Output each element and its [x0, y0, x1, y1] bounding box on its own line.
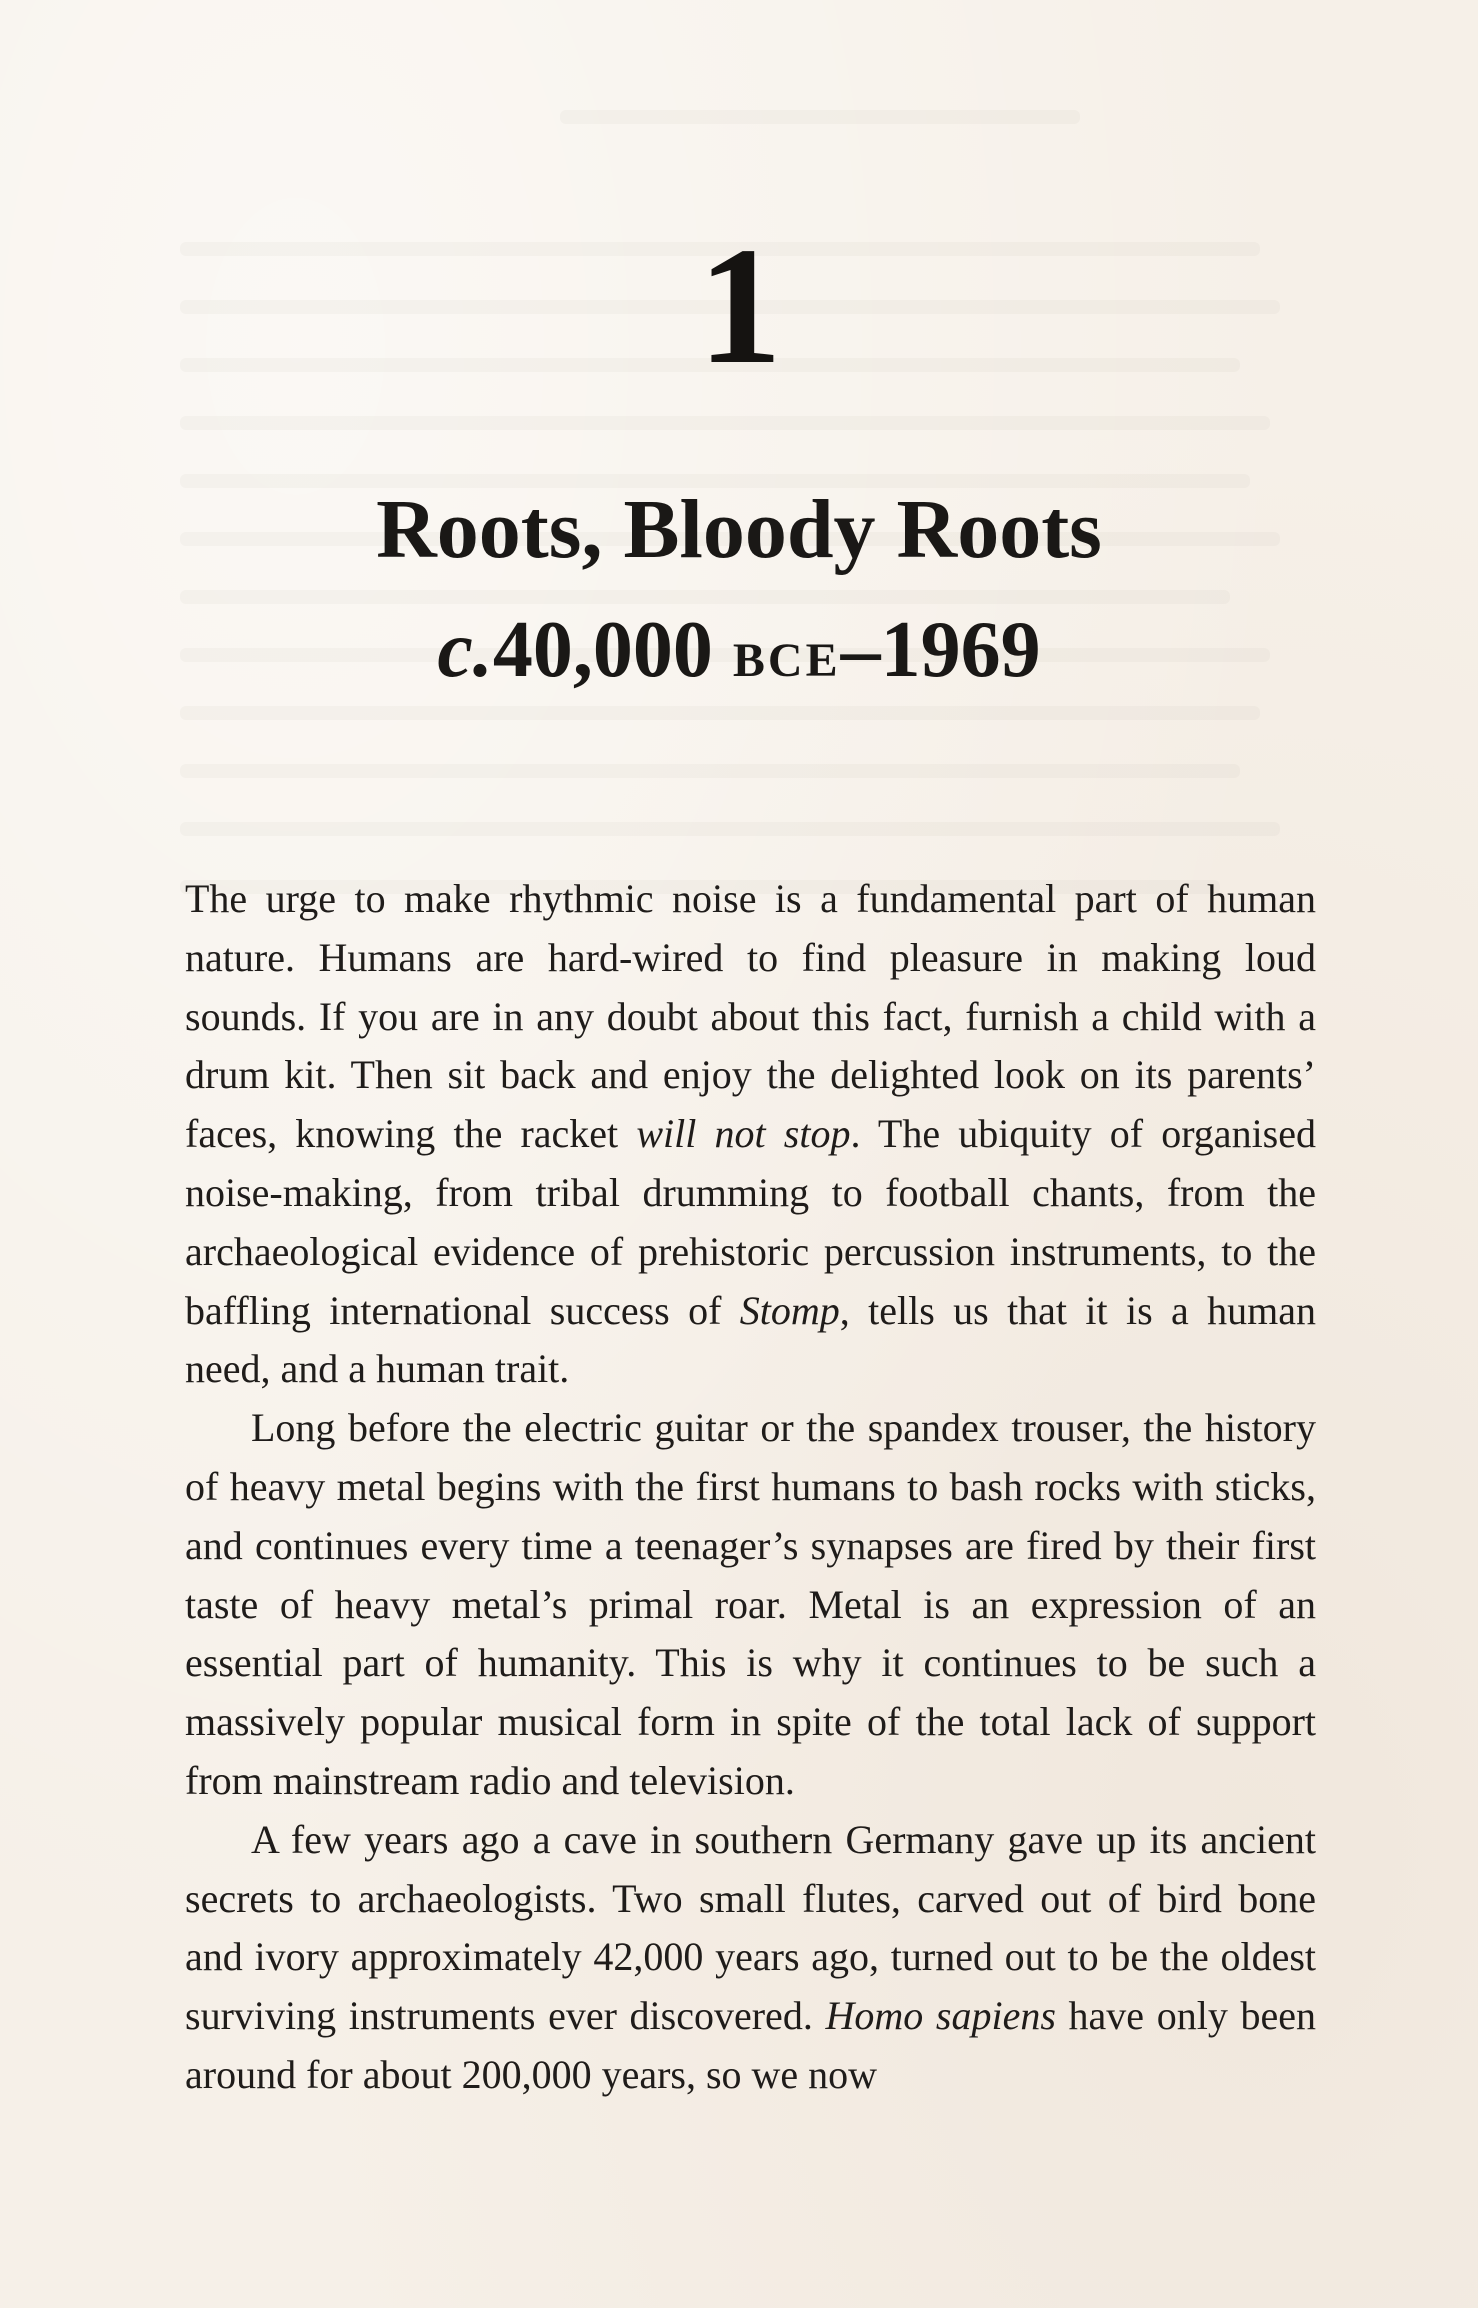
date-start: 40,000: [492, 606, 713, 694]
chapter-title: Roots, Bloody Roots: [376, 483, 1102, 576]
paragraph-text: , tells us that it is a human need, and a human trait.: [185, 1287, 1317, 1392]
paragraph-text: have only been around for about 200,000 years, so we now: [185, 1993, 1316, 2097]
paragraph-text: A few years ago a cave in southern Germany gave up its ancient secrets to archaeologists. Two small flutes, carved out of bird bone and ivory approximately 42,000 years ago, turned out to be the oldest surviving instruments ever discovered.: [185, 1816, 1316, 2039]
chapter-body: [185, 870, 1316, 2105]
date-separator: –: [840, 606, 881, 694]
date-era: bce: [732, 615, 841, 691]
emphasis-text: will not stop: [636, 1111, 851, 1157]
paragraph-text: Long before the electric guitar or the spandex trouser, the history of heavy metal begins with the first humans to bash rocks with sticks, and continues every time a teenager’s synapses are fired by their first taste of heavy metal’s primal roar. Metal is an expression of an essential part of humanity. This is why it continues to be such a massively popular musical form in spite of the total lack of support from mainstream radio and television.: [185, 1405, 1316, 1803]
paragraph-text: The urge to make rhythmic noise is a fundamental part of human nature. Humans are hard-wired to find pleasure in making loud sounds. If you are in any doubt about this fact, furnish a child with a drum kit. Then sit back and enjoy the delighted look on its parents’ faces, knowing the racket: [185, 876, 1316, 1157]
paragraph: [185, 1811, 1316, 2105]
chapter-number: 1: [698, 213, 780, 399]
paragraph-text: . The ubiquity of organised noise-making, from tribal drumming to football chants, from the archaeological evidence of prehistoric percussion instruments, to the baffling international success of: [185, 1111, 1316, 1333]
paragraph: [185, 870, 1316, 1399]
emphasis-text: Stomp: [739, 1287, 840, 1333]
emphasis-text: Homo sapiens: [825, 1993, 1056, 2039]
date-circa: c.: [437, 606, 493, 694]
date-end: 1969: [880, 606, 1041, 694]
chapter-date-range: [0, 606, 1478, 694]
paragraph: [185, 1399, 1316, 1811]
